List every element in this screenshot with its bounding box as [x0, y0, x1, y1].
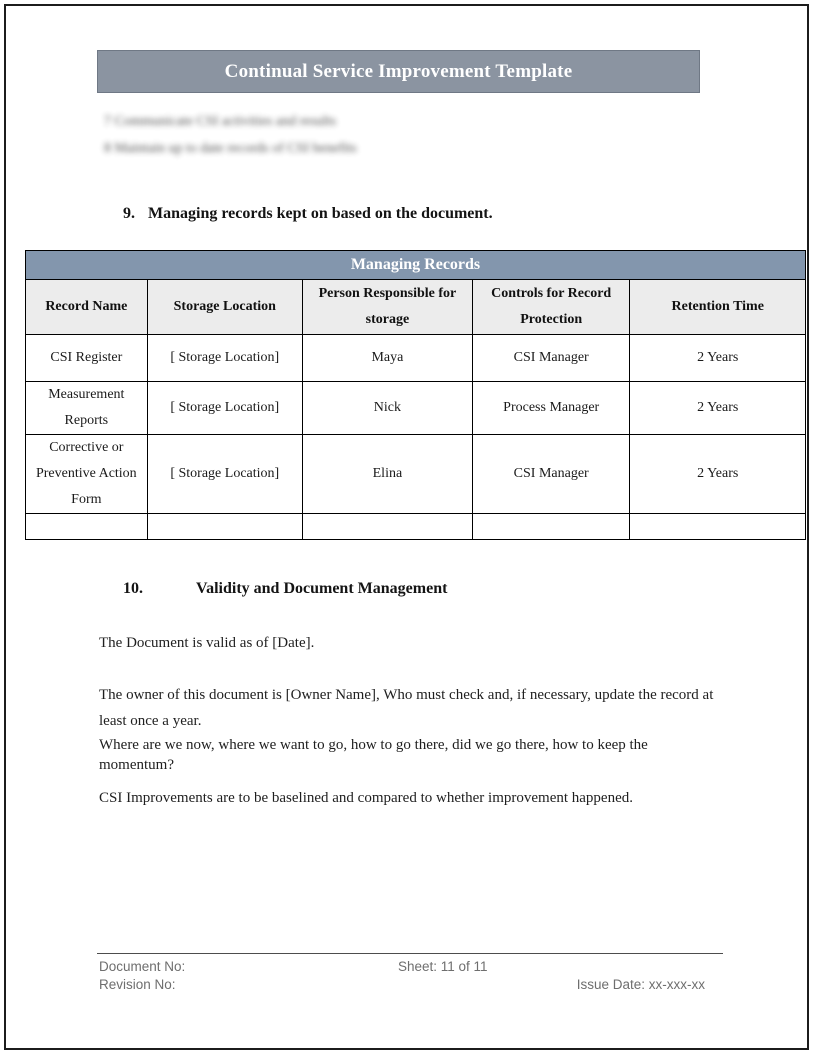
table-cell — [630, 514, 806, 540]
table-header-row — [26, 280, 806, 335]
section-9-number: 9. — [123, 205, 135, 222]
paragraph-csi-improvements: CSI Improvements are to be baselined and compared to whether improvement happened. — [99, 790, 633, 806]
redacted-text-block — [104, 108, 524, 162]
table-cell — [472, 514, 630, 540]
column-header-storage-location: Storage Location — [147, 280, 302, 335]
footer-document-no: Document No: — [99, 959, 186, 974]
footer-sheet-number: Sheet: 11 of 11 — [398, 959, 488, 974]
table-cell: [ Storage Location] — [147, 335, 302, 382]
footer-revision-no: Revision No: — [99, 977, 176, 992]
table-cell: CSI Manager — [472, 435, 630, 514]
table-cell: Process Manager — [472, 382, 630, 435]
column-header-person-responsible: Person Responsible for storage — [302, 280, 472, 335]
table-cell: CSI Manager — [472, 335, 630, 382]
section-10-heading — [123, 580, 447, 598]
table-cell — [302, 514, 472, 540]
table-cell: 2 Years — [630, 435, 806, 514]
document-title-banner — [97, 50, 700, 93]
table-cell: 2 Years — [630, 335, 806, 382]
redacted-line: 7 Communicate CSI activities and results — [104, 114, 337, 129]
section-9-heading — [123, 205, 493, 223]
section-9-title: Managing records kept on based on the document. — [148, 205, 493, 222]
footer-issue-date: Issue Date: xx-xxx-xx — [576, 977, 705, 992]
column-header-record-name: Record Name — [26, 280, 148, 335]
paragraph-validity-date: The Document is valid as of [Date]. — [99, 635, 315, 651]
table-row — [26, 435, 806, 514]
table-cell: [ Storage Location] — [147, 435, 302, 514]
table-cell: 2 Years — [630, 382, 806, 435]
table-cell: Maya — [302, 335, 472, 382]
table-caption: Managing Records — [26, 251, 806, 280]
table-cell — [147, 514, 302, 540]
table-cell: Nick — [302, 382, 472, 435]
table-row — [26, 335, 806, 382]
footer-divider — [97, 953, 723, 954]
section-10-number: 10. — [123, 580, 143, 597]
table-caption-row — [26, 251, 806, 280]
section-10-title: Validity and Document Management — [196, 580, 448, 597]
table-row-empty — [26, 514, 806, 540]
table-cell: Measurement Reports — [26, 382, 148, 435]
table-cell: CSI Register — [26, 335, 148, 382]
paragraph-where-are-we: Where are we now, where we want to go, how to go there, did we go there, how to keep the momentum? — [99, 737, 648, 773]
paragraph-owner: The owner of this document is [Owner Name], Who must check and, if necessary, update the record at least once a year. — [99, 687, 714, 729]
table-row — [26, 382, 806, 435]
table-cell: Elina — [302, 435, 472, 514]
table-cell — [26, 514, 148, 540]
table-cell: Corrective or Preventive Action Form — [26, 435, 148, 514]
column-header-controls: Controls for Record Protection — [472, 280, 630, 335]
document-title: Continual Service Improvement Template — [224, 60, 573, 82]
redacted-line: 8 Maintain up to date records of CSI benefits — [104, 141, 357, 156]
table-cell: [ Storage Location] — [147, 382, 302, 435]
managing-records-table — [25, 250, 806, 540]
column-header-retention-time: Retention Time — [630, 280, 806, 335]
